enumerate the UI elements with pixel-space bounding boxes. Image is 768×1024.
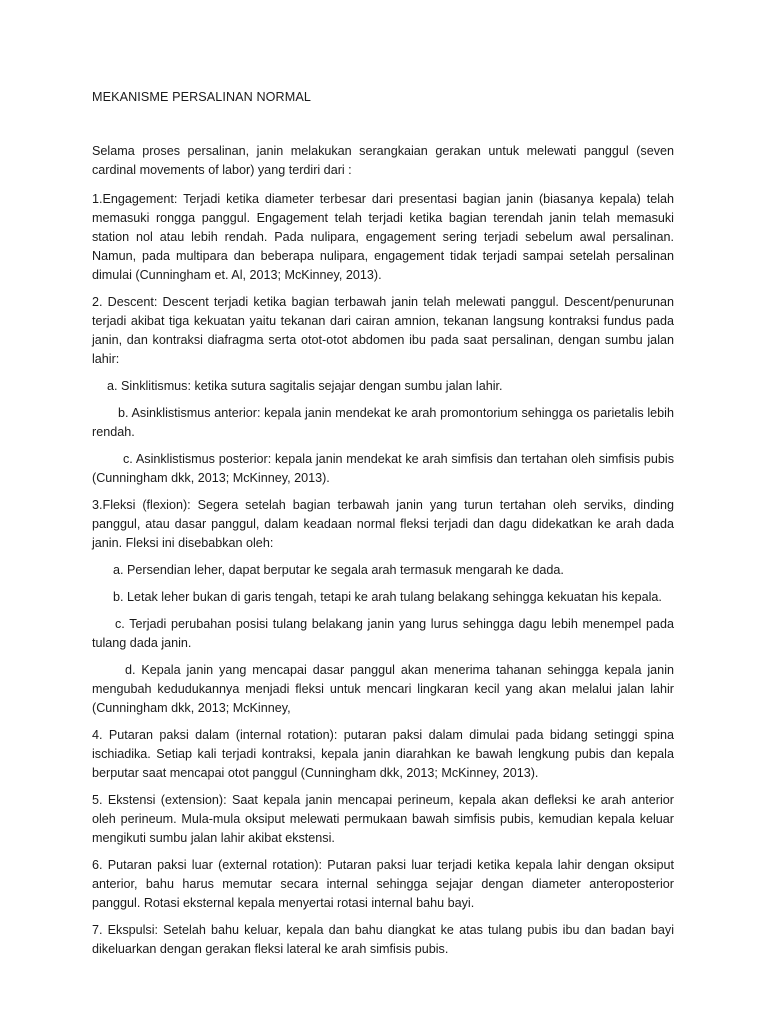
flexion-item-b: b. Letak leher bukan di garis tengah, tetapi ke arah tulang belakang sehingga kekuatan his kepala. [113,590,662,604]
flexion-item-d: d. Kepala janin yang mencapai dasar panggul akan menerima tahanan sehingga kepala janin mengubah kedudukannya menjadi fleksi untuk mencari lingkaran kecil yang akan melalui jalan lahir (Cunningham dkk, 2013; McKinney, [92,663,674,715]
paragraph-flexion: 3.Fleksi (flexion): Segera setelah bagian terbawah janin yang turun tertahan oleh serviks, dinding panggul, atau dasar panggul, dalam keadaan normal fleksi terjadi dan dagu didekatkan ke arah dada janin. Fleksi ini disebabkan oleh: [92,498,674,550]
descent-item-b: b. Asinklistismus anterior: kepala janin mendekat ke arah promontorium sehingga os parietalis lebih rendah. [92,406,674,439]
flexion-item-c: c. Terjadi perubahan posisi tulang belakang janin yang lurus sehingga dagu lebih menempel pada tulang dada janin. [92,617,674,650]
paragraph-expulsion: 7. Ekspulsi: Setelah bahu keluar, kepala dan bahu diangkat ke atas tulang pubis ibu dan badan bayi dikeluarkan dengan gerakan fleksi lateral ke arah simfisis pubis. [92,923,674,956]
descent-item-c: c. Asinklistismus posterior: kepala janin mendekat ke arah simfisis dan tertahan oleh simfisis pubis (Cunningham dkk, 2013; McKinney, 2013). [92,452,674,485]
document-body [92,142,674,967]
paragraph-engagement: 1.Engagement: Terjadi ketika diameter terbesar dari presentasi bagian janin (biasanya kepala) telah memasuki rongga panggul. Engagement telah terjadi ketika bagian terendah janin telah memasuki station nol atau lebih rendah. Pada nulipara, engagement sering terjadi sebelum awal persalinan. Namun, pada multipara dan beberapa nulipara, engagement tidak terjadi sampai setelah persalinan dimulai (Cunningham et. Al, 2013; McKinney, 2013). [92,192,674,282]
paragraph-external-rotation: 6. Putaran paksi luar (external rotation): Putaran paksi luar terjadi ketika kepala lahir dengan oksiput anterior, bahu harus memutar secara internal sehingga sejajar dengan diameter anteroposterior panggul. Rotasi eksternal kepala menyertai rotasi internal bahu bayi. [92,858,674,910]
flexion-item-a: a. Persendian leher, dapat berputar ke segala arah termasuk mengarah ke dada. [113,563,564,577]
paragraph-internal-rotation: 4. Putaran paksi dalam (internal rotation): putaran paksi dalam dimulai pada bidang setinggi spina ischiadika. Setiap kali terjadi kontraksi, kepala janin diarahkan ke bawah lengkung pubis dan kepala berputar saat mencapai otot panggul (Cunningham dkk, 2013; McKinney, 2013). [92,728,674,780]
paragraph-extension: 5. Ekstensi (extension): Saat kepala janin mencapai perineum, kepala akan defleksi ke arah anterior oleh perineum. Mula-mula oksiput melewati permukaan bawah simfisis pubis, kemudian kepala keluar mengikuti sumbu jalan lahir akibat ekstensi. [92,793,674,845]
descent-item-a: a. Sinklitismus: ketika sutura sagitalis sejajar dengan sumbu jalan lahir. [107,379,503,393]
paragraph-descent: 2. Descent: Descent terjadi ketika bagian terbawah janin telah melewati panggul. Descent/penurunan terjadi akibat tiga kekuatan yaitu tekanan dari cairan amnion, tekanan langsung kontraksi fundus pada janin, dan kontraksi diafragma serta otot-otot abdomen ibu pada saat persalinan, dengan sumbu jalan lahir: [92,295,674,366]
document-title: MEKANISME PERSALINAN NORMAL [92,90,311,104]
intro-paragraph: Selama proses persalinan, janin melakukan serangkaian gerakan untuk melewati panggul (seven cardinal movements of labor) yang terdiri dari : [92,144,674,177]
